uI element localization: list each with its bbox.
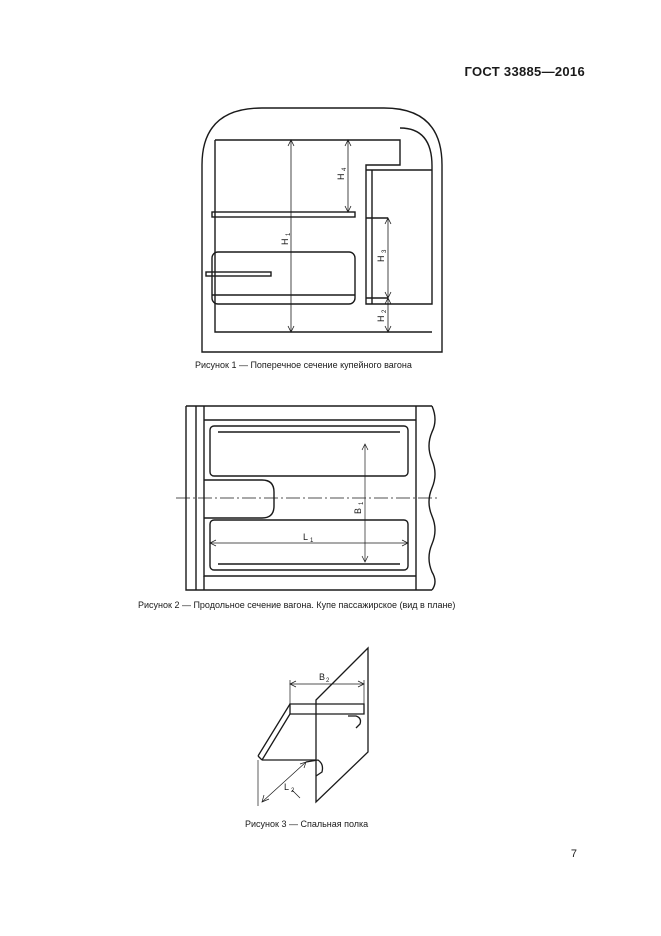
figure-1-caption: Рисунок 1 — Поперечное сечение купейного вагона [195,360,412,370]
label-b2: B [319,672,326,682]
figure-2-caption: Рисунок 2 — Продольное сечение вагона. Купе пассажирское (вид в плане) [138,600,456,610]
label-h1-sub: 1 [286,232,292,236]
label-b2-sub: 2 [326,678,330,684]
label-l1-sub: 1 [310,538,314,544]
label-l2: L [284,782,290,792]
label-h4: H [336,173,346,180]
berth-surface [290,704,364,714]
berth-bracket-front [306,760,323,776]
label-b1-sub: 1 [359,501,365,505]
svg-text:2 [291,788,295,794]
berth-bracket-back [348,716,361,728]
label-h4-sub: 4 [342,167,348,171]
label-b1: B [353,507,363,514]
svg-text:L [284,782,289,792]
figure-3-caption: Рисунок 3 — Спальная полка [245,819,369,829]
document-header: ГОСТ 33885—2016 [464,64,585,79]
label-h3: H [376,255,386,262]
page-number: 7 [570,848,577,860]
svg-text:B [319,672,325,682]
label-l1: L [303,532,309,542]
label-h2-sub: 2 [382,309,388,313]
svg-text:2 [326,678,330,684]
label-l2-sub: 2 [291,788,295,794]
label-h2: H [376,315,386,322]
label-h1: H [280,238,290,245]
label-h3-sub: 3 [382,249,388,253]
